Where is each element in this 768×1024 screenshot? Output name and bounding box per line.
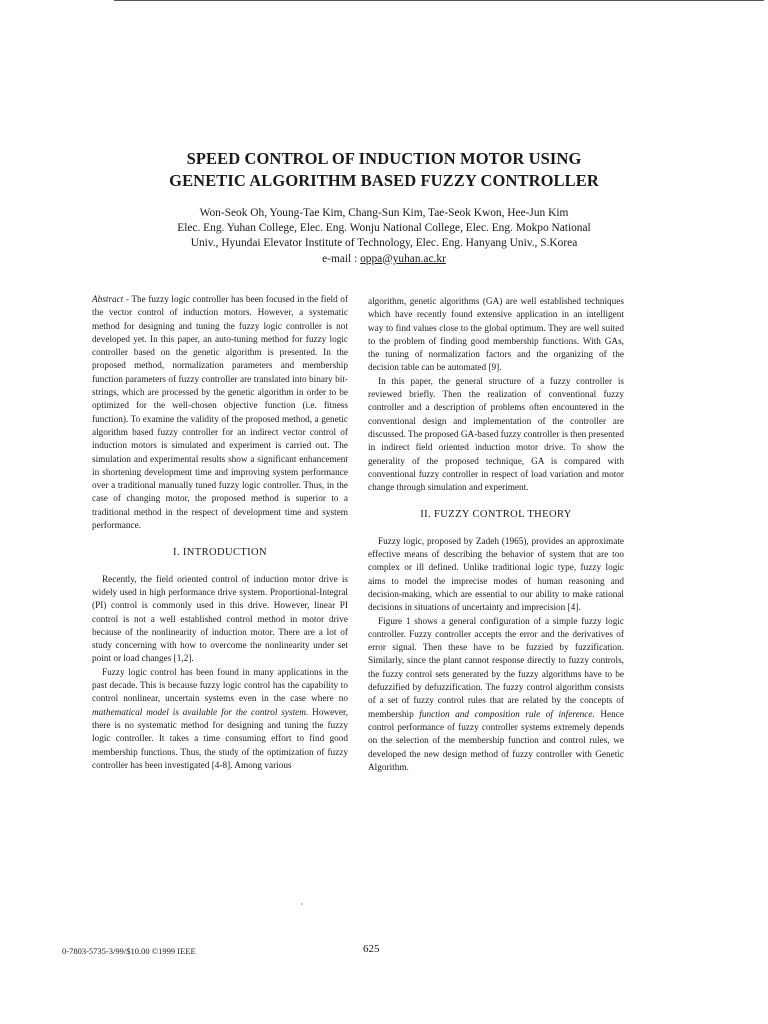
intro-p2-text-a: Fuzzy logic control has been found in many applications in the past decade. This is because fuzzy logic control has the capability to control nonlinear, uncertain systems even in the case where no: [92, 667, 348, 705]
abstract-paragraph: [92, 294, 348, 533]
intro-p2-italic: mathematical model is available for the control system.: [92, 707, 309, 718]
fuzzy-logic-paragraph: Fuzzy logic, proposed by Zadeh (1965), provides an approximate effective means of describing the behavior of system that are too complex or ill defined. Unlike traditional logic type, fuzzy logic aims to model the imprecise modes of human reasoning and decision-making, which are essential to our ability to make rational decisions in situations of uncertainty and imprecision [4].: [368, 536, 624, 614]
author-names: Won-Seok Oh, Young-Tae Kim, Chang-Sun Kim, Tae-Seok Kwon, Hee-Jun Kim: [199, 207, 569, 219]
section-heading-introduction: I. INTRODUCTION: [172, 547, 268, 559]
top-rule: [114, 0, 764, 1]
intro-paragraph-2: [92, 667, 348, 773]
fig-p-text-b: Hence control performance of fuzzy controller systems extremely depends on the selection of the membership function and control rules, we developed the new design method of fuzzy controller with Genetic Algorithm.: [368, 709, 625, 773]
section-heading-fuzzy-control-theory: II. FUZZY CONTROL THEORY: [420, 509, 572, 521]
paper-title: [100, 148, 668, 192]
figure-description-paragraph: [368, 616, 624, 776]
continued-paragraph: algorithm, genetic algorithms (GA) are well established techniques which have recently found extensive application in an intelligent way to find values close to the global optimum. They are well suited to the problem of finding good membership functions. With GAs, the tuning of normalization factors and the organizing of the decision table can be automated [9].: [368, 297, 624, 374]
intro-paragraph-1: Recently, the field oriented control of induction motor drive is widely used in high performance drive system. Proportional-Integral (PI) control is commonly used in this drive. However, linear PI control is not a well established control method in motor drive because of the nonlinearity of induction motor. There are a lot of study concerning with how to overcome the nonlinearity under set point or load changes [1,2].: [92, 574, 348, 665]
footer-copyright: 0-7803-5735-3/99/$10.00 ©1999 IEEE: [62, 946, 196, 956]
page-number: 625: [363, 943, 380, 955]
abstract-text: - The fuzzy logic controller has been focused in the field of the vector control of induction motors. However, a systematic method for designing and tuning the fuzzy logic controller is not developed yet. In this paper, an auto-tuning method for fuzzy logic controller based on the genetic algorithm is presented. In the proposed method, normalization parameters and membership function parameters of fuzzy controller are translated into binary bit-strings, which are processed by the genetic algorithm in order to be optimized for the well-chosen objective function (i.e. fitness function). To examine the validity of the proposed method, a genetic algorithm based fuzzy controller for an indirect vector control of induction motors is simulated and experiment is carried out. The simulation and experimental results show a significant enhancement in shortening development time and improving system performance over a traditional manually tuned fuzzy logic controller. Thus, in the case of changing motor, the proposed method is superior to a traditional method in the respect of development time and system performance.: [92, 295, 348, 532]
affiliation-line-2: Univ., Hyundai Elevator Institute of Technology, Elec. Eng. Hanyang Univ., S.Korea: [190, 237, 578, 250]
affiliation-line-1: Elec. Eng. Yuhan College, Elec. Eng. Wonju National College, Elec. Eng. Mokpo National: [177, 222, 591, 235]
email-link[interactable]: oppa@yuhan.ac.kr: [360, 252, 446, 265]
fig-p-italic: function and composition rule of inference.: [419, 709, 595, 720]
structure-paragraph: In this paper, the general structure of a fuzzy controller is reviewed briefly. Then the realization of conventional fuzzy controller and a description of problems often encountered in the conventional design and implementation of the controller are discussed. The proposed GA-based fuzzy controller is then presented in indirect field oriented induction motor drive. To show the generality of the proposed technique, GA is compared with conventional fuzzy controller in respect of load variation and motor change through simulation and experiment.: [368, 376, 624, 494]
email-line: [100, 252, 668, 267]
author-block: [100, 206, 668, 267]
left-column: [92, 294, 348, 773]
fig-p-text-a: Figure 1 shows a general configuration of a simple fuzzy logic controller. Fuzzy controller accepts the error and the derivatives of error signal. Then these have to be fuzzied by fuzzification. Similarly, since the plant cannot response directly to fuzzy controls, the fuzzy control sets generated by the fuzzy algorithms have to be defuzzified by defuzzification. The fuzzy control algorithm consists of a set of fuzzy control rules that are related by the concepts of membership: [368, 616, 624, 720]
email-label: e-mail :: [322, 252, 358, 265]
abstract-label: Abstract: [92, 295, 124, 305]
scan-speck: [301, 903, 303, 905]
intro-p2-text-b: However, there is no systematic method for designing and tuning the fuzzy logic controller. It takes a time consuming effort to find good membership functions. Thus, the study of the optimization of fuzzy controller has been investigated [4-8]. Among various: [92, 707, 349, 771]
right-column: [368, 296, 624, 775]
title-line-1: SPEED CONTROL OF INDUCTION MOTOR USING: [186, 149, 582, 168]
title-line-2: GENETIC ALGORITHM BASED FUZZY CONTROLLER: [169, 171, 599, 190]
